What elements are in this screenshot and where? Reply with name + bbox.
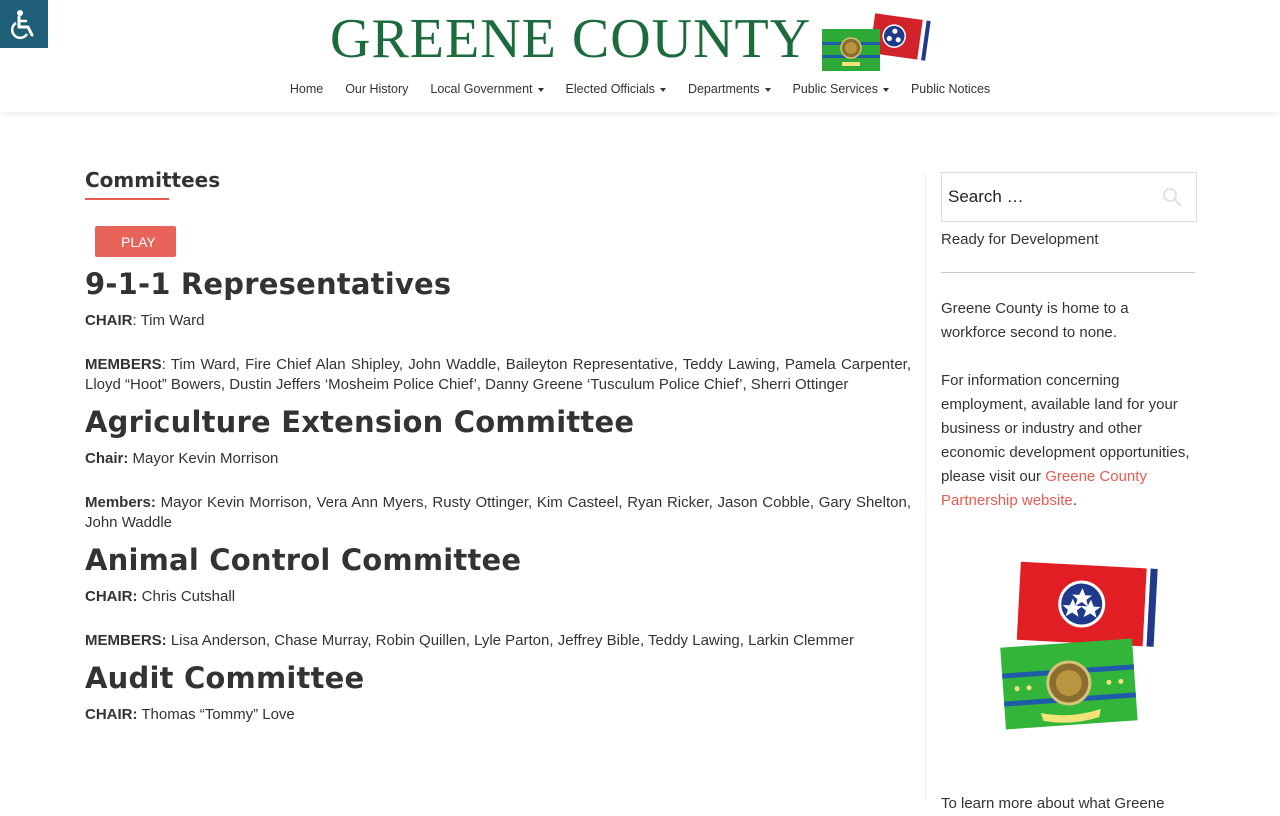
chair-label: Chair: [85, 450, 129, 467]
chair-name: Chris Cutshall [137, 588, 236, 605]
main-content [85, 168, 911, 725]
play-audio-button[interactable] [95, 226, 176, 257]
members-list: Mayor Kevin Morrison, Vera Ann Myers, Rusty Ottinger, Kim Casteel, Ryan Ricker, Jason Cobble, Gary Shelton, John Waddle [85, 494, 911, 531]
nav-elected-officials-label: Elected Officials [565, 82, 655, 96]
members-separator: : [161, 356, 166, 373]
committee-animal-control [85, 541, 911, 651]
chair-name: Mayor Kevin Morrison [128, 450, 279, 467]
main-navigation [0, 82, 1280, 96]
sidebar-learn-more-text: To learn more about what Greene [941, 795, 1165, 812]
committee-chair [85, 587, 911, 607]
page-title: Committees [85, 168, 220, 200]
chair-label: CHAIR: [85, 706, 138, 723]
committee-heading: Agriculture Extension Committee [85, 405, 635, 439]
caret-down-icon [765, 88, 771, 92]
committee-911 [85, 265, 911, 395]
committee-heading: Audit Committee [85, 661, 365, 695]
search-icon[interactable] [1162, 187, 1182, 207]
nav-our-history-label: Our History [345, 82, 409, 96]
site-header [0, 0, 1280, 112]
members-list: Tim Ward, Fire Chief Alan Shipley, John Waddle, Baileyton Representative, Teddy Lawing, Pamela Carpenter, Lloyd “Hoot” Bowers, Dustin Jeffers ‘Mosheim Police Chief’, Danny Greene ‘Tusculum Police Chief’, Sherri Ottinger [85, 356, 911, 393]
sidebar-intro-text: Greene County is home to a workforce second to none. [941, 300, 1129, 341]
committee-members [85, 355, 911, 395]
caret-down-icon [538, 88, 544, 92]
county-state-flags-icon [820, 13, 930, 73]
county-flags-image [941, 551, 1195, 741]
sidebar [941, 172, 1197, 816]
site-logo[interactable] [330, 10, 811, 68]
committee-chair [85, 705, 911, 725]
nav-public-notices[interactable] [900, 82, 1001, 96]
partnership-website-link[interactable]: Greene County Partnership website [941, 468, 1147, 509]
sidebar-info-end: . [1072, 492, 1077, 509]
nav-departments[interactable] [677, 82, 782, 96]
sidebar-status-text: Ready for Development [941, 231, 1099, 248]
members-label: Members: [85, 494, 156, 511]
chair-label: CHAIR [85, 312, 133, 329]
accessibility-button[interactable] [0, 0, 48, 48]
committee-heading: Animal Control Committee [85, 543, 522, 577]
wheelchair-icon [7, 7, 41, 41]
sidebar-info-text [941, 369, 1195, 513]
committee-members [85, 493, 911, 533]
search-form [941, 172, 1197, 222]
members-label: MEMBERS: [85, 632, 167, 649]
nav-public-notices-label: Public Notices [910, 82, 991, 96]
nav-local-government[interactable] [419, 82, 554, 96]
members-label: MEMBERS [85, 356, 162, 373]
sidebar-info-body: For information concerning employment, available land for your business or industry and other economic development opportunities, please visit our [941, 372, 1190, 485]
committee-heading: 9-1-1 Representatives [85, 267, 452, 301]
content-sidebar-divider [925, 172, 926, 800]
committee-chair [85, 449, 911, 469]
nav-public-services-label: Public Services [792, 82, 878, 96]
nav-home-label: Home [289, 82, 324, 96]
chair-name: Tim Ward [136, 312, 205, 329]
caret-down-icon [883, 88, 889, 92]
nav-departments-label: Departments [687, 82, 760, 96]
nav-home[interactable] [279, 82, 334, 96]
committee-members [85, 631, 911, 651]
caret-down-icon [660, 88, 666, 92]
chair-name: Thomas “Tommy” Love [137, 706, 295, 723]
nav-public-services[interactable] [782, 82, 900, 96]
nav-local-government-label: Local Government [430, 82, 533, 96]
chair-label: CHAIR: [85, 588, 138, 605]
nav-our-history[interactable] [334, 82, 419, 96]
committee-chair [85, 311, 911, 331]
committee-audit [85, 659, 911, 725]
logo-text: GREENE COUNTY [330, 8, 812, 70]
sidebar-divider [941, 272, 1195, 273]
play-button-label: PLAY [121, 233, 156, 250]
committee-agriculture-extension [85, 403, 911, 533]
nav-elected-officials[interactable] [555, 82, 677, 96]
search-input[interactable] [948, 187, 1148, 207]
chair-separator: : [132, 312, 137, 329]
members-list: Lisa Anderson, Chase Murray, Robin Quillen, Lyle Parton, Jeffrey Bible, Teddy Lawing, Larkin Clemmer [166, 632, 854, 649]
